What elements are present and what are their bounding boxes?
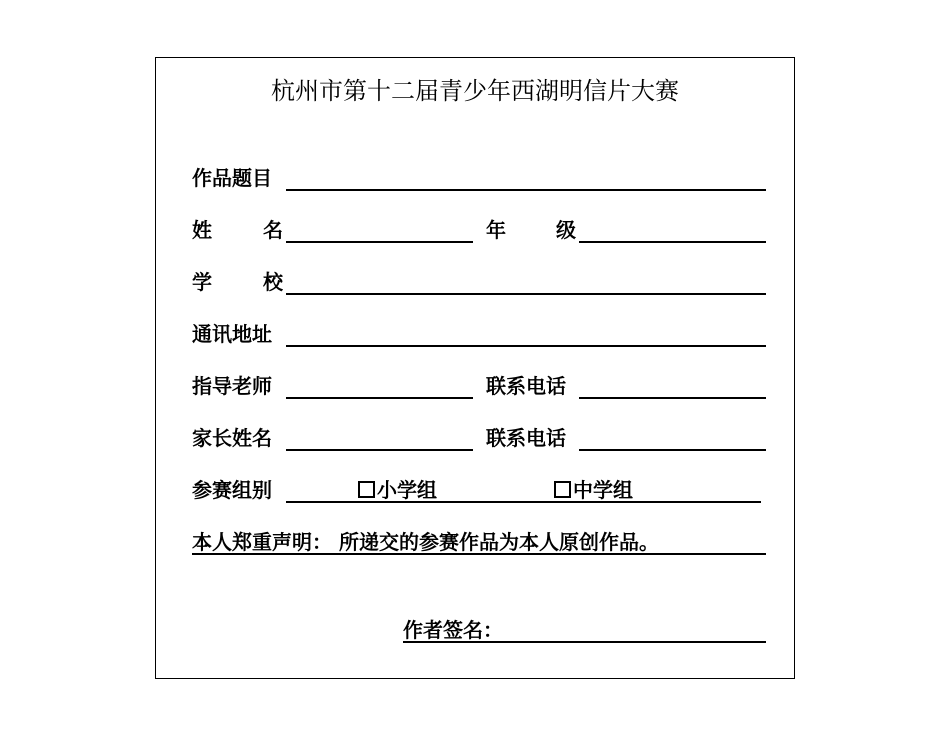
middle-school-option[interactable] — [554, 477, 633, 503]
address-label: 通讯地址 — [192, 322, 272, 346]
school-row — [192, 269, 768, 299]
middle-school-label: 中学组 — [573, 478, 633, 502]
name-label-char-1: 姓 — [192, 218, 212, 242]
entry-form — [155, 57, 795, 679]
work-title-row — [192, 165, 768, 195]
primary-school-checkbox[interactable] — [358, 481, 375, 498]
school-label-char-2: 校 — [263, 270, 283, 294]
group-row — [192, 477, 768, 507]
parent-row — [192, 425, 768, 455]
name-field[interactable] — [286, 241, 473, 243]
middle-school-checkbox[interactable] — [554, 481, 571, 498]
signature-label: 作者签名： — [403, 618, 503, 642]
teacher-label: 指导老师 — [192, 374, 272, 398]
work-title-field[interactable] — [286, 189, 766, 191]
school-field[interactable] — [286, 293, 766, 295]
declaration-text: 本人郑重声明： 所递交的参赛作品为本人原创作品。 — [192, 530, 659, 554]
teacher-phone-field[interactable] — [579, 397, 766, 399]
teacher-row — [192, 373, 768, 403]
work-title-label: 作品题目 — [192, 166, 272, 190]
school-label-char-1: 学 — [192, 270, 212, 294]
teacher-phone-label: 联系电话 — [486, 374, 566, 398]
declaration-underline — [192, 553, 766, 555]
grade-label-char-1: 年 — [486, 218, 506, 242]
parent-field[interactable] — [286, 449, 473, 451]
signature-field[interactable] — [403, 641, 766, 643]
parent-label: 家长姓名 — [192, 426, 272, 450]
address-row — [192, 321, 768, 351]
primary-school-label: 小学组 — [377, 478, 437, 502]
address-field[interactable] — [286, 345, 766, 347]
signature-row — [192, 617, 768, 647]
name-label-char-2: 名 — [263, 218, 283, 242]
parent-phone-field[interactable] — [579, 449, 766, 451]
group-label: 参赛组别 — [192, 478, 272, 502]
primary-school-option[interactable] — [358, 477, 437, 503]
parent-phone-label: 联系电话 — [486, 426, 566, 450]
declaration-row — [192, 529, 768, 559]
form-title: 杭州市第十二届青少年西湖明信片大赛 — [271, 77, 679, 105]
grade-field[interactable] — [579, 241, 766, 243]
grade-label-char-2: 级 — [556, 218, 576, 242]
teacher-field[interactable] — [286, 397, 473, 399]
name-grade-row — [192, 217, 768, 247]
